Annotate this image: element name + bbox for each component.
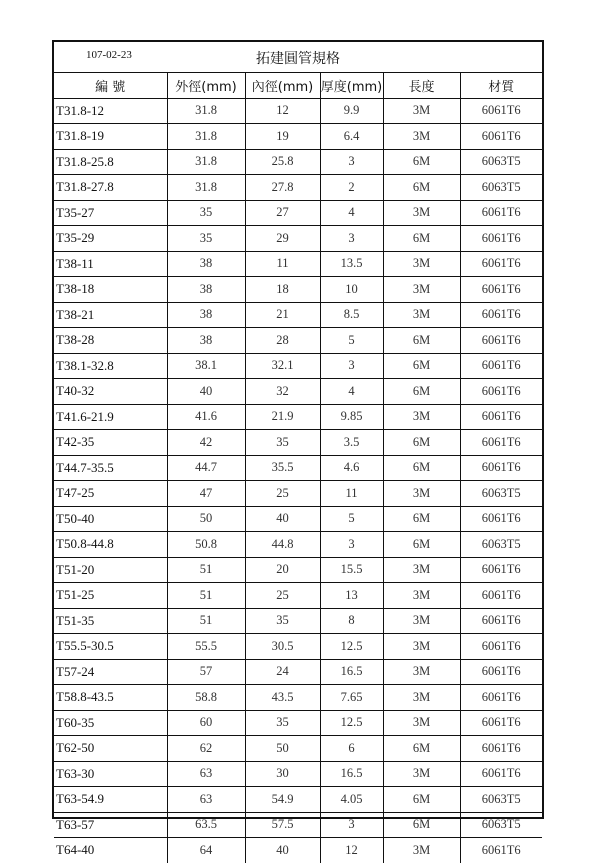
cell-thickness: 13.5 bbox=[320, 251, 383, 277]
column-header-inner-diameter: 內徑(mm) bbox=[245, 73, 320, 98]
cell-code: T51-25 bbox=[54, 583, 167, 609]
cell-thickness: 3 bbox=[320, 812, 383, 838]
cell-length: 6M bbox=[383, 430, 460, 456]
table-row bbox=[54, 404, 542, 430]
cell-thickness: 3 bbox=[320, 226, 383, 252]
table-row bbox=[54, 557, 542, 583]
cell-length: 3M bbox=[383, 710, 460, 736]
column-header-outer-diameter: 外徑(mm) bbox=[167, 73, 245, 98]
cell-inner-diameter: 43.5 bbox=[245, 685, 320, 711]
column-header-material: 材質 bbox=[460, 73, 542, 98]
table-row bbox=[54, 787, 542, 813]
cell-outer-diameter: 38 bbox=[167, 277, 245, 303]
cell-inner-diameter: 25 bbox=[245, 583, 320, 609]
cell-code: T38-18 bbox=[54, 277, 167, 303]
cell-material: 6063T5 bbox=[460, 787, 542, 813]
cell-thickness: 12.5 bbox=[320, 634, 383, 660]
cell-code: T51-35 bbox=[54, 608, 167, 634]
cell-outer-diameter: 35 bbox=[167, 200, 245, 226]
cell-code: T63-30 bbox=[54, 761, 167, 787]
cell-length: 3M bbox=[383, 608, 460, 634]
cell-inner-diameter: 25.8 bbox=[245, 149, 320, 175]
cell-outer-diameter: 47 bbox=[167, 481, 245, 507]
cell-length: 3M bbox=[383, 302, 460, 328]
cell-length: 6M bbox=[383, 353, 460, 379]
table-row bbox=[54, 685, 542, 711]
header-row bbox=[54, 73, 542, 98]
cell-length: 3M bbox=[383, 251, 460, 277]
cell-code: T31.8-19 bbox=[54, 124, 167, 150]
cell-length: 6M bbox=[383, 787, 460, 813]
table-row bbox=[54, 251, 542, 277]
cell-thickness: 4 bbox=[320, 200, 383, 226]
cell-outer-diameter: 51 bbox=[167, 557, 245, 583]
cell-code: T42-35 bbox=[54, 430, 167, 456]
cell-inner-diameter: 40 bbox=[245, 506, 320, 532]
cell-outer-diameter: 63 bbox=[167, 761, 245, 787]
table-row bbox=[54, 353, 542, 379]
cell-inner-diameter: 21.9 bbox=[245, 404, 320, 430]
cell-length: 6M bbox=[383, 506, 460, 532]
cell-outer-diameter: 64 bbox=[167, 838, 245, 863]
table-row bbox=[54, 659, 542, 685]
cell-material: 6061T6 bbox=[460, 710, 542, 736]
column-header-code: 編 號 bbox=[54, 73, 167, 98]
cell-code: T38-11 bbox=[54, 251, 167, 277]
cell-material: 6061T6 bbox=[460, 583, 542, 609]
table-row bbox=[54, 812, 542, 838]
cell-outer-diameter: 31.8 bbox=[167, 149, 245, 175]
table-row bbox=[54, 634, 542, 660]
column-header-length: 長度 bbox=[383, 73, 460, 98]
cell-outer-diameter: 63.5 bbox=[167, 812, 245, 838]
cell-outer-diameter: 55.5 bbox=[167, 634, 245, 660]
table-row bbox=[54, 98, 542, 124]
cell-material: 6061T6 bbox=[460, 226, 542, 252]
cell-inner-diameter: 25 bbox=[245, 481, 320, 507]
table-row bbox=[54, 124, 542, 150]
table-row bbox=[54, 328, 542, 354]
cell-code: T57-24 bbox=[54, 659, 167, 685]
cell-inner-diameter: 18 bbox=[245, 277, 320, 303]
cell-outer-diameter: 41.6 bbox=[167, 404, 245, 430]
table-row bbox=[54, 710, 542, 736]
cell-material: 6063T5 bbox=[460, 175, 542, 201]
cell-material: 6061T6 bbox=[460, 659, 542, 685]
cell-outer-diameter: 57 bbox=[167, 659, 245, 685]
cell-code: T47-25 bbox=[54, 481, 167, 507]
cell-inner-diameter: 12 bbox=[245, 98, 320, 124]
cell-thickness: 9.9 bbox=[320, 98, 383, 124]
cell-thickness: 5 bbox=[320, 506, 383, 532]
cell-inner-diameter: 40 bbox=[245, 838, 320, 863]
cell-length: 3M bbox=[383, 98, 460, 124]
table-row bbox=[54, 761, 542, 787]
cell-inner-diameter: 32 bbox=[245, 379, 320, 405]
cell-inner-diameter: 30 bbox=[245, 761, 320, 787]
cell-outer-diameter: 44.7 bbox=[167, 455, 245, 481]
cell-inner-diameter: 24 bbox=[245, 659, 320, 685]
cell-outer-diameter: 60 bbox=[167, 710, 245, 736]
table-row bbox=[54, 149, 542, 175]
cell-inner-diameter: 27 bbox=[245, 200, 320, 226]
cell-material: 6063T5 bbox=[460, 532, 542, 558]
cell-inner-diameter: 35 bbox=[245, 710, 320, 736]
cell-outer-diameter: 40 bbox=[167, 379, 245, 405]
document-title: 拓建圓管規格 bbox=[256, 51, 340, 67]
cell-code: T31.8-27.8 bbox=[54, 175, 167, 201]
cell-inner-diameter: 29 bbox=[245, 226, 320, 252]
cell-code: T40-32 bbox=[54, 379, 167, 405]
cell-inner-diameter: 44.8 bbox=[245, 532, 320, 558]
cell-length: 3M bbox=[383, 124, 460, 150]
cell-length: 3M bbox=[383, 685, 460, 711]
cell-thickness: 12 bbox=[320, 838, 383, 863]
cell-inner-diameter: 35 bbox=[245, 430, 320, 456]
cell-outer-diameter: 63 bbox=[167, 787, 245, 813]
cell-length: 3M bbox=[383, 277, 460, 303]
cell-inner-diameter: 27.8 bbox=[245, 175, 320, 201]
cell-inner-diameter: 20 bbox=[245, 557, 320, 583]
cell-inner-diameter: 50 bbox=[245, 736, 320, 762]
cell-material: 6061T6 bbox=[460, 353, 542, 379]
cell-outer-diameter: 58.8 bbox=[167, 685, 245, 711]
cell-thickness: 7.65 bbox=[320, 685, 383, 711]
cell-thickness: 4.6 bbox=[320, 455, 383, 481]
cell-code: T63-54.9 bbox=[54, 787, 167, 813]
cell-thickness: 3.5 bbox=[320, 430, 383, 456]
cell-material: 6061T6 bbox=[460, 761, 542, 787]
cell-material: 6061T6 bbox=[460, 430, 542, 456]
column-header-thickness: 厚度(mm) bbox=[320, 73, 383, 98]
table-row bbox=[54, 481, 542, 507]
table-row bbox=[54, 838, 542, 863]
cell-code: T35-29 bbox=[54, 226, 167, 252]
cell-material: 6061T6 bbox=[460, 277, 542, 303]
cell-thickness: 2 bbox=[320, 175, 383, 201]
cell-outer-diameter: 50 bbox=[167, 506, 245, 532]
cell-material: 6061T6 bbox=[460, 98, 542, 124]
cell-length: 6M bbox=[383, 379, 460, 405]
cell-thickness: 5 bbox=[320, 328, 383, 354]
cell-material: 6061T6 bbox=[460, 404, 542, 430]
cell-length: 3M bbox=[383, 557, 460, 583]
cell-material: 6061T6 bbox=[460, 685, 542, 711]
cell-thickness: 13 bbox=[320, 583, 383, 609]
table-row bbox=[54, 430, 542, 456]
cell-outer-diameter: 31.8 bbox=[167, 98, 245, 124]
cell-material: 6061T6 bbox=[460, 506, 542, 532]
cell-length: 6M bbox=[383, 328, 460, 354]
cell-outer-diameter: 31.8 bbox=[167, 175, 245, 201]
cell-length: 6M bbox=[383, 226, 460, 252]
cell-code: T60-35 bbox=[54, 710, 167, 736]
cell-thickness: 16.5 bbox=[320, 761, 383, 787]
table-row bbox=[54, 302, 542, 328]
cell-inner-diameter: 54.9 bbox=[245, 787, 320, 813]
table-row bbox=[54, 736, 542, 762]
cell-length: 3M bbox=[383, 634, 460, 660]
cell-code: T38-28 bbox=[54, 328, 167, 354]
cell-outer-diameter: 42 bbox=[167, 430, 245, 456]
cell-code: T31.8-12 bbox=[54, 98, 167, 124]
cell-length: 6M bbox=[383, 532, 460, 558]
cell-material: 6063T5 bbox=[460, 481, 542, 507]
cell-material: 6061T6 bbox=[460, 455, 542, 481]
table-row bbox=[54, 583, 542, 609]
cell-thickness: 8 bbox=[320, 608, 383, 634]
cell-length: 3M bbox=[383, 761, 460, 787]
cell-material: 6061T6 bbox=[460, 328, 542, 354]
cell-length: 6M bbox=[383, 455, 460, 481]
cell-outer-diameter: 50.8 bbox=[167, 532, 245, 558]
cell-thickness: 3 bbox=[320, 149, 383, 175]
cell-thickness: 4 bbox=[320, 379, 383, 405]
cell-thickness: 6.4 bbox=[320, 124, 383, 150]
cell-length: 6M bbox=[383, 736, 460, 762]
table-row bbox=[54, 200, 542, 226]
cell-material: 6061T6 bbox=[460, 302, 542, 328]
cell-code: T50-40 bbox=[54, 506, 167, 532]
cell-code: T38-21 bbox=[54, 302, 167, 328]
cell-thickness: 12.5 bbox=[320, 710, 383, 736]
cell-outer-diameter: 38.1 bbox=[167, 353, 245, 379]
cell-thickness: 6 bbox=[320, 736, 383, 762]
cell-material: 6061T6 bbox=[460, 379, 542, 405]
cell-material: 6061T6 bbox=[460, 124, 542, 150]
cell-thickness: 16.5 bbox=[320, 659, 383, 685]
cell-inner-diameter: 35 bbox=[245, 608, 320, 634]
cell-thickness: 4.05 bbox=[320, 787, 383, 813]
table-row bbox=[54, 226, 542, 252]
cell-thickness: 10 bbox=[320, 277, 383, 303]
cell-outer-diameter: 38 bbox=[167, 328, 245, 354]
cell-length: 3M bbox=[383, 404, 460, 430]
cell-inner-diameter: 11 bbox=[245, 251, 320, 277]
cell-code: T58.8-43.5 bbox=[54, 685, 167, 711]
cell-thickness: 15.5 bbox=[320, 557, 383, 583]
cell-length: 3M bbox=[383, 659, 460, 685]
cell-code: T38.1-32.8 bbox=[54, 353, 167, 379]
cell-outer-diameter: 62 bbox=[167, 736, 245, 762]
table-row bbox=[54, 455, 542, 481]
cell-code: T64-40 bbox=[54, 838, 167, 863]
cell-thickness: 8.5 bbox=[320, 302, 383, 328]
table-row bbox=[54, 277, 542, 303]
table-row bbox=[54, 175, 542, 201]
cell-length: 3M bbox=[383, 583, 460, 609]
cell-material: 6061T6 bbox=[460, 200, 542, 226]
cell-outer-diameter: 31.8 bbox=[167, 124, 245, 150]
cell-code: T63-57 bbox=[54, 812, 167, 838]
cell-material: 6063T5 bbox=[460, 812, 542, 838]
table-row bbox=[54, 379, 542, 405]
cell-thickness: 3 bbox=[320, 532, 383, 558]
cell-outer-diameter: 51 bbox=[167, 608, 245, 634]
cell-material: 6061T6 bbox=[460, 251, 542, 277]
spec-sheet bbox=[52, 40, 544, 858]
document-date: 107-02-23 bbox=[86, 49, 132, 61]
cell-code: T41.6-21.9 bbox=[54, 404, 167, 430]
cell-thickness: 11 bbox=[320, 481, 383, 507]
cell-length: 3M bbox=[383, 200, 460, 226]
cell-length: 6M bbox=[383, 175, 460, 201]
cell-code: T51-20 bbox=[54, 557, 167, 583]
cell-outer-diameter: 35 bbox=[167, 226, 245, 252]
cell-code: T55.5-30.5 bbox=[54, 634, 167, 660]
cell-material: 6061T6 bbox=[460, 634, 542, 660]
cell-code: T44.7-35.5 bbox=[54, 455, 167, 481]
cell-material: 6061T6 bbox=[460, 608, 542, 634]
cell-outer-diameter: 38 bbox=[167, 302, 245, 328]
cell-material: 6063T5 bbox=[460, 149, 542, 175]
cell-code: T50.8-44.8 bbox=[54, 532, 167, 558]
cell-outer-diameter: 51 bbox=[167, 583, 245, 609]
cell-inner-diameter: 32.1 bbox=[245, 353, 320, 379]
cell-code: T31.8-25.8 bbox=[54, 149, 167, 175]
table-row bbox=[54, 506, 542, 532]
cell-length: 3M bbox=[383, 481, 460, 507]
tube-spec-table bbox=[54, 73, 542, 863]
cell-material: 6061T6 bbox=[460, 838, 542, 863]
cell-inner-diameter: 30.5 bbox=[245, 634, 320, 660]
cell-inner-diameter: 35.5 bbox=[245, 455, 320, 481]
cell-length: 6M bbox=[383, 812, 460, 838]
cell-material: 6061T6 bbox=[460, 736, 542, 762]
cell-inner-diameter: 19 bbox=[245, 124, 320, 150]
cell-inner-diameter: 28 bbox=[245, 328, 320, 354]
cell-material: 6061T6 bbox=[460, 557, 542, 583]
cell-length: 3M bbox=[383, 838, 460, 863]
title-row bbox=[54, 42, 542, 73]
table-body bbox=[54, 98, 542, 863]
cell-inner-diameter: 21 bbox=[245, 302, 320, 328]
cell-code: T35-27 bbox=[54, 200, 167, 226]
table-row bbox=[54, 608, 542, 634]
cell-length: 6M bbox=[383, 149, 460, 175]
cell-inner-diameter: 57.5 bbox=[245, 812, 320, 838]
cell-outer-diameter: 38 bbox=[167, 251, 245, 277]
cell-code: T62-50 bbox=[54, 736, 167, 762]
table-row bbox=[54, 532, 542, 558]
cell-thickness: 3 bbox=[320, 353, 383, 379]
cell-thickness: 9.85 bbox=[320, 404, 383, 430]
